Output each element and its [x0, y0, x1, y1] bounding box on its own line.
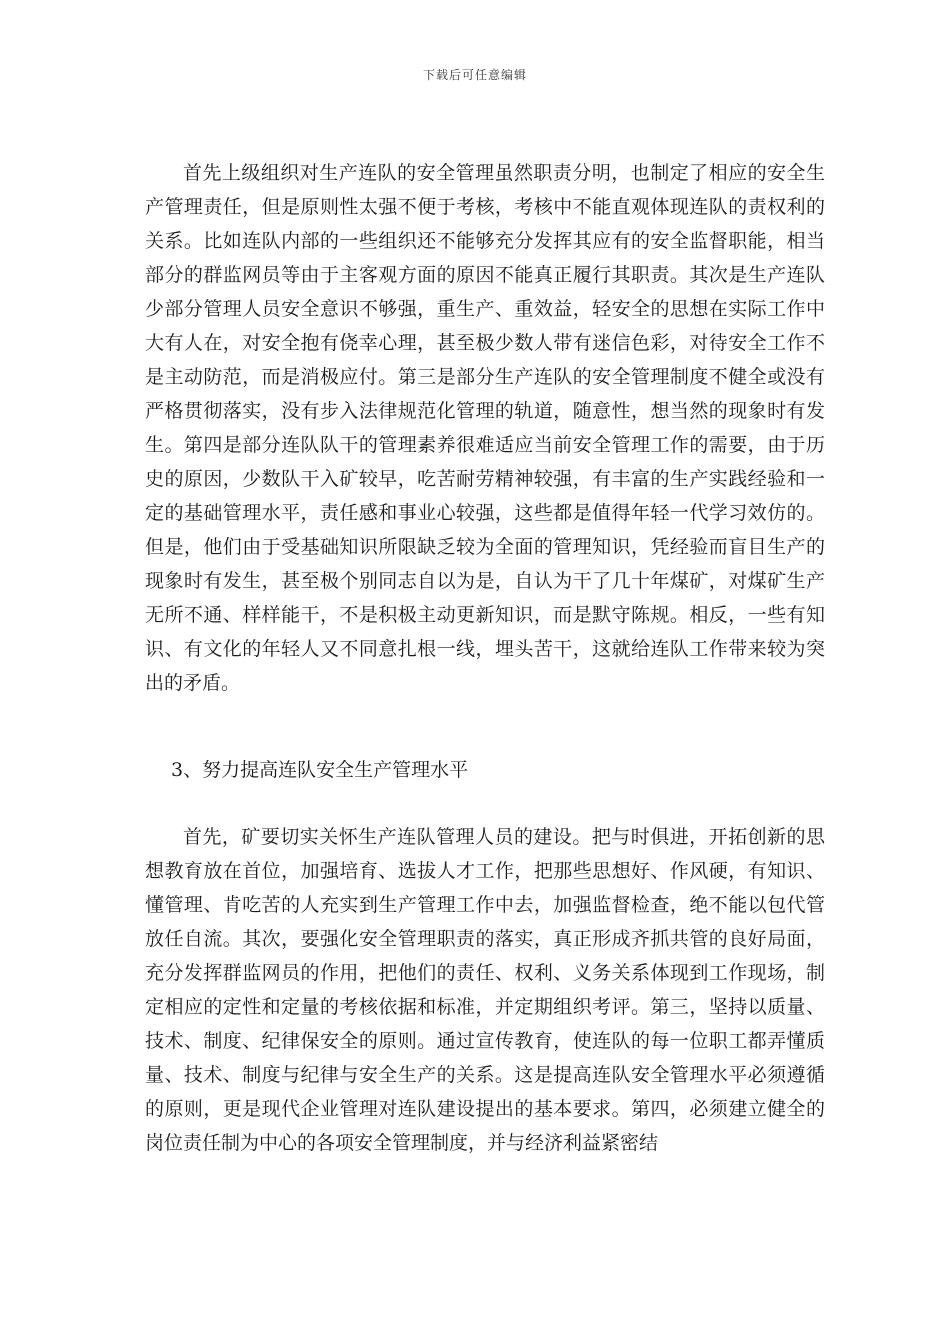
body-paragraph-2: 首先，矿要切实关怀生产连队管理人员的建设。把与时俱进，开拓创新的思想教育放在首位，加强培育、选拔人才工作，把那些思想好、作风硬，有知识、懂管理、肯吃苦的人充实到生产管理工作中去，加强监督检查，绝不能以包代管放任自流。其次，要强化安全管理职责的落实，真正形成齐抓共管的良好局面，充分发挥群监网员的作用，把他们的责任、权利、义务关系体现到工作现场，制定相应的定性和定量的考核依据和标准，并定期组织考评。第三，坚持以质量、技术、制度、纪律保安全的原则。通过宣传教育，使连队的每一位职工都弄懂质量、技术、制度与纪律与安全生产的关系。这是提高连队安全管理水平必须遵循的原则，更是现代企业管理对连队建设提出的基本要求。第四，必须建立健全的岗位责任制为中心的各项安全管理制度，并与经济利益紧密结 [145, 826, 825, 1154]
body-paragraph-1: 首先上级组织对生产连队的安全管理虽然职责分明，也制定了相应的安全生产管理责任，但是原则性太强不便于考核，考核中不能直观体现连队的责权利的关系。比如连队内部的一些组织还不能够充分发挥其应有的安全监督职能，相当部分的群监网员等由于主客观方面的原因不能真正履行其职责。其次是生产连队少部分管理人员安全意识不够强，重生产、重效益，轻安全的思想在实际工作中大有人在，对安全抱有侥幸心理，甚至极少数人带有迷信色彩，对待安全工作不是主动防范，而是消极应付。第三是部分生产连队的安全管理制度不健全或没有严格贯彻落实，没有步入法律规范化管理的轨道，随意性，想当然的现象时有发生。第四是部分连队队干的管理素养很难适应当前安全管理工作的需要，由于历史的原因，少数队干入矿较早，吃苦耐劳精神较强，有丰富的生产实践经验和一定的基础管理水平，责任感和事业心较强，这些都是值得年轻一代学习效仿的。但是，他们由于受基础知识所限缺乏较为全面的管理知识，凭经验而盲目生产的现象时有发生，甚至极个别同志自以为是，自认为干了几十年煤矿，对煤矿生产无所不通、样样能干，不是积极主动更新知识，而是默守陈规。相反，一些有知识、有文化的年轻人又不同意扎根一线，埋头苦干，这就给连队工作带来较为突出的矛盾。 [145, 162, 825, 694]
header-note: 下载后可任意编辑 [422, 68, 527, 82]
section-heading: 3、努力提高连队安全生产管理水平 [171, 759, 469, 781]
